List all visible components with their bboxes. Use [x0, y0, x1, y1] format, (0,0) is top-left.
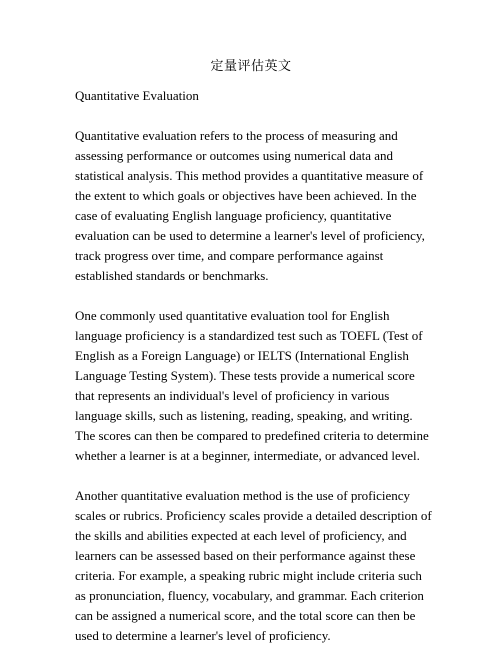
paragraph-2: One commonly used quantitative evaluation tool for English language proficiency is a standardized test such as TOEFL (Test of English as a Foreign Language) or IELTS (International English Language Testing System). These tests provide a numerical score that represents an individual's level of proficiency in various language skills, such as listening, reading, speaking, and writing. The scores can then be compared to predefined criteria to determine whether a learner is at a beginner, intermediate, or advanced level.	[75, 308, 429, 463]
section-heading: Quantitative Evaluation	[75, 88, 199, 103]
document-body	[75, 86, 435, 666]
paragraph-3: Another quantitative evaluation method is the use of proficiency scales or rubrics. Proficiency scales provide a detailed description of the skills and abilities expected at each level of proficiency, and learners can be assessed based on their performance against these criteria. For example, a speaking rubric might include criteria such as pronunciation, fluency, vocabulary, and grammar. Each criterion can be assigned a numerical score, and the total score can then be used to determine a learner's level of proficiency.	[75, 488, 432, 643]
document-title: 定量评估英文	[210, 58, 292, 73]
paragraph-1: Quantitative evaluation refers to the process of measuring and assessing performance or outcomes using numerical data and statistical analysis. This method provides a quantitative measure of the extent to which goals or objectives have been achieved. In the case of evaluating English language proficiency, quantitative evaluation can be used to determine a learner's level of proficiency, track progress over time, and compare performance against established standards or benchmarks.	[75, 128, 425, 283]
